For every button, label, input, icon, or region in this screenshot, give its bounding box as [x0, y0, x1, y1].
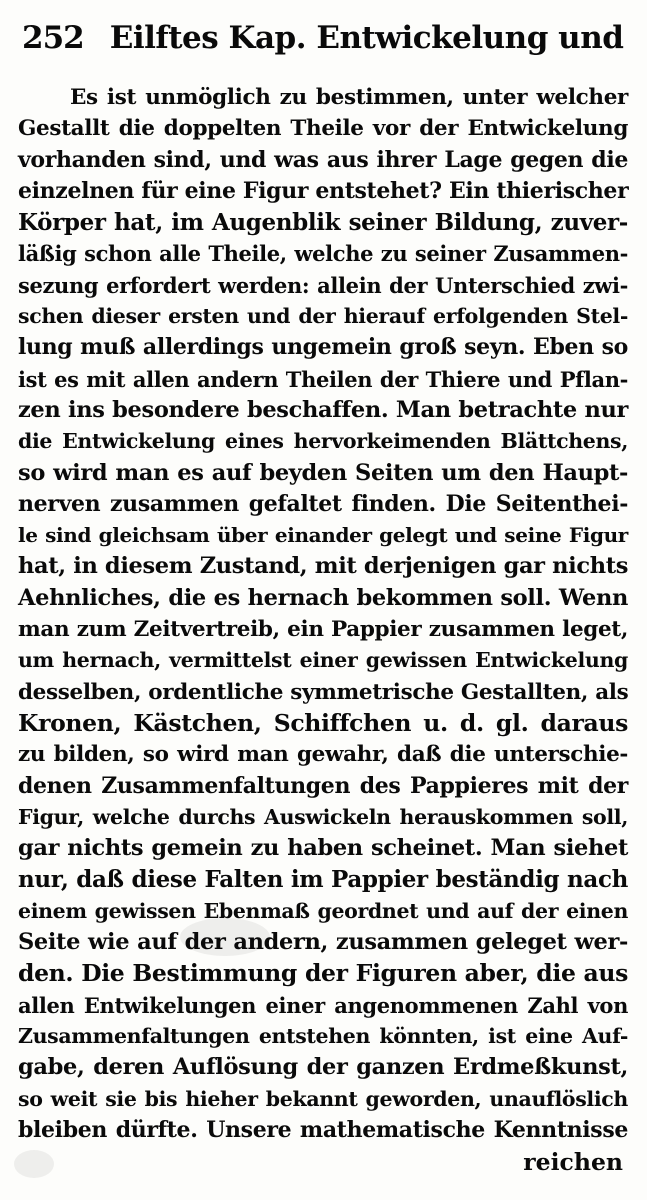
text-line: lung muß allerdings ungemein groß seyn. Eben so — [18, 334, 628, 361]
text-line: denen Zusammenfaltungen des Pappieres mit der — [18, 772, 628, 799]
running-head: Eilftes Kap. Entwickelung und — [109, 20, 624, 56]
paper-stain — [14, 1150, 54, 1178]
text-line: gar nichts gemein zu haben scheinet. Man siehet — [18, 835, 628, 862]
text-line: gabe, deren Auflösung der ganzen Erdmeßkunst, — [18, 1054, 628, 1081]
text-line: Es ist unmöglich zu bestimmen, unter welcher — [70, 85, 628, 110]
page-header — [22, 20, 622, 62]
text-line: bleiben dürfte. Unsere mathematische Kenntnisse — [18, 1116, 628, 1143]
text-line: Seite wie auf der andern, zusammen geleget wer- — [18, 929, 628, 956]
text-line: ist es mit allen andern Theilen der Thiere und Pflan- — [18, 366, 628, 392]
text-line: einem gewissen Ebenmaß geordnet und auf der einen — [18, 898, 628, 923]
text-line: vorhanden sind, und was aus ihrer Lage gegen die — [18, 146, 628, 173]
body-text — [18, 82, 628, 1146]
text-line: Körper hat, im Augenblik seiner Bildung, zuver- — [18, 209, 628, 237]
text-line: Gestallt die doppelten Theile vor der Entwickelung — [18, 116, 628, 142]
text-line: Figur, welche durchs Auswickeln herauskommen soll, — [18, 804, 628, 829]
text-line: sezung erfordert werden: allein der Unterschied zwi- — [18, 272, 628, 298]
text-line: zu bilden, so wird man gewahr, daß die unterschie- — [18, 742, 628, 768]
text-line: nerven zusammen gefaltet finden. Die Seitenthei- — [18, 490, 628, 517]
text-line: nur, daß diese Falten im Pappier beständig nach — [18, 866, 628, 894]
text-line: allen Entwikelungen einer angenommenen Zahl von — [18, 992, 628, 1018]
text-line: um hernach, vermittelst einer gewissen Entwickelung — [18, 648, 628, 673]
text-line: man zum Zeitvertreib, ein Pappier zusammen leget, — [18, 617, 628, 643]
text-line: so wird man es auf beyden Seiten um den Haupt- — [18, 459, 628, 486]
text-line: die Entwickelung eines hervorkeimenden Blättchens, — [18, 429, 628, 454]
page-number: 252 — [22, 20, 84, 56]
text-line: läßig schon alle Theile, welche zu seiner Zusammen- — [18, 241, 628, 267]
text-line: hat, in diesem Zustand, mit derjenigen gar nichts — [18, 553, 629, 580]
text-line: le sind gleichsam über einander gelegt und seine Figur — [18, 523, 628, 548]
text-line: schen dieser ersten und der hierauf erfolgenden Stel- — [18, 304, 628, 329]
catchword: reichen — [523, 1148, 623, 1176]
text-line: desselben, ordentliche symmetrische Gestallten, als — [18, 679, 629, 705]
text-line: Zusammenfaltungen entstehen könnten, ist eine Auf- — [18, 1023, 628, 1048]
text-line: zen ins besondere beschaffen. Man betrachte nur — [18, 396, 628, 423]
text-line: so weit sie bis hieher bekannt geworden, unauflöslich — [18, 1086, 628, 1111]
text-line: den. Die Bestimmung der Figuren aber, die aus — [18, 959, 628, 988]
text-line: Kronen, Kästchen, Schiffchen u. d. gl. daraus — [18, 708, 628, 737]
text-line: einzelnen für eine Figur entstehet? Ein thierischer — [18, 177, 629, 204]
text-line: Aehnliches, die es hernach bekommen soll. Wenn — [18, 584, 628, 611]
